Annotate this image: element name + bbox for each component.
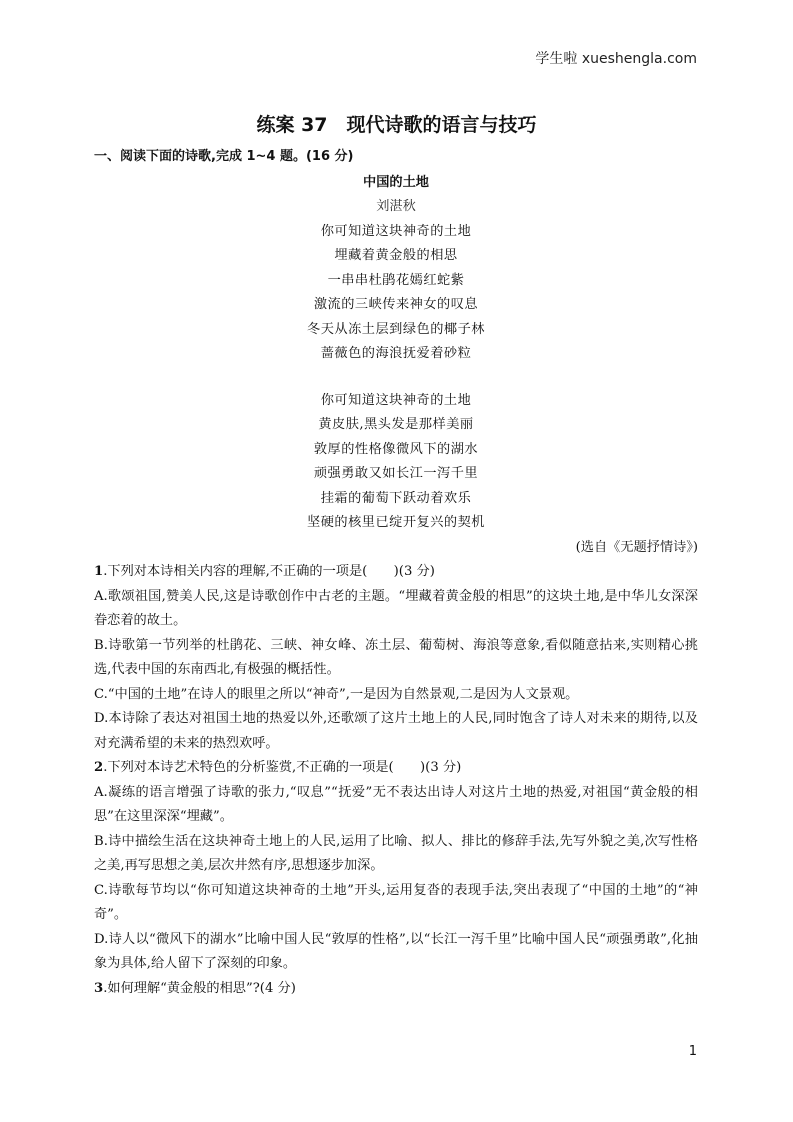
option-b: B.诗中描绘生活在这块神奇土地上的人民,运用了比喻、拟人、排比的修辞手法,先写外貌之美,次写性格之美,再写思想之美,层次井然有序,思想逐步加深。	[94, 833, 698, 873]
question-1	[94, 560, 698, 585]
poem-line: 顽强勇敢又如长江一泻千里	[313, 466, 479, 481]
poem-line: 你可知道这块神奇的土地	[320, 392, 472, 408]
option-a: A.凝练的语言增强了诗歌的张力,“叹息”“抚爱”无不表达出诗人对这片土地的热爱,对祖国“黄金般的相思”在这里深深“埋藏”。	[94, 784, 698, 824]
poem-source: (选自《无题抒情诗》)	[575, 539, 698, 555]
option-d: D.本诗除了表达对祖国土地的热爱以外,还歌颂了这片土地上的人民,同时饱含了诗人对未来的期待,以及对充满希望的未来的热烈欢呼。	[94, 711, 698, 751]
page-number: 1	[688, 1044, 697, 1059]
question-3	[94, 977, 698, 1002]
poem-author: 刘湛秋	[376, 199, 416, 214]
question-stem: .下列对本诗艺术特色的分析鉴赏,不正确的一项是( )(3 分)	[103, 760, 462, 775]
poem-line: 冬天从冻土层到绿色的椰子林	[307, 321, 485, 337]
question-number: 1	[94, 564, 104, 579]
poem-line: 挂霜的葡萄下跃动着欢乐	[320, 490, 472, 506]
question-number: 2	[94, 760, 104, 775]
site-header: 学生啦 xueshengla.com	[535, 51, 697, 67]
question-2	[94, 756, 698, 781]
option-c: C.诗歌每节均以“你可知道这块神奇的土地”开头,运用复沓的表现手法,突出表现了“中国的土地”的“神奇”。	[94, 882, 698, 922]
section-heading: 一、阅读下面的诗歌,完成 1~4 题。(16 分)	[94, 149, 354, 164]
poem-line: 黄皮肤,黑头发是那样美丽	[318, 417, 474, 432]
poem-line: 激流的三峡传来神女的叹息	[313, 297, 479, 312]
question-number: 3	[94, 980, 104, 996]
poem-title: 中国的土地	[363, 174, 429, 190]
option-a: A.歌颂祖国,赞美人民,这是诗歌创作中古老的主题。“埋藏着黄金般的相思”的这块土地,是中华儿女深深眷恋着的故土。	[94, 588, 698, 628]
question-stem: .下列对本诗相关内容的理解,不正确的一项是( )(3 分)	[103, 564, 435, 579]
poem-line: 你可知道这块神奇的土地	[320, 223, 472, 239]
poem-line: 敦厚的性格像微风下的湖水	[313, 441, 479, 457]
page-title: 练案 37 现代诗歌的语言与技巧	[256, 114, 537, 136]
poem-line: 埋藏着黄金般的相思	[334, 248, 458, 263]
poem-line: 一串串杜鹃花嫣红蛇紫	[327, 272, 465, 288]
option-b: B.诗歌第一节列举的杜鹃花、三峡、神女峰、冻土层、葡萄树、海浪等意象,看似随意拈来,实则精心挑选,代表中国的东南西北,有极强的概括性。	[94, 637, 698, 677]
document-body	[94, 145, 698, 1001]
poem-line: 蔷薇色的海浪抚爱着砂粒	[320, 346, 472, 361]
option-d: D.诗人以“微风下的湖水”比喻中国人民“敦厚的性格”,以“长江一泻千里”比喻中国人民“顽强勇敢”,化抽象为具体,给人留下了深刻的印象。	[94, 931, 698, 971]
option-c: C.“中国的土地”在诗人的眼里之所以“神奇”,一是因为自然景观,二是因为人文景观。	[94, 686, 579, 702]
question-stem: .如何理解“黄金般的相思”?(4 分)	[103, 980, 296, 996]
poem-line: 坚硬的核里已绽开复兴的契机	[307, 515, 485, 530]
